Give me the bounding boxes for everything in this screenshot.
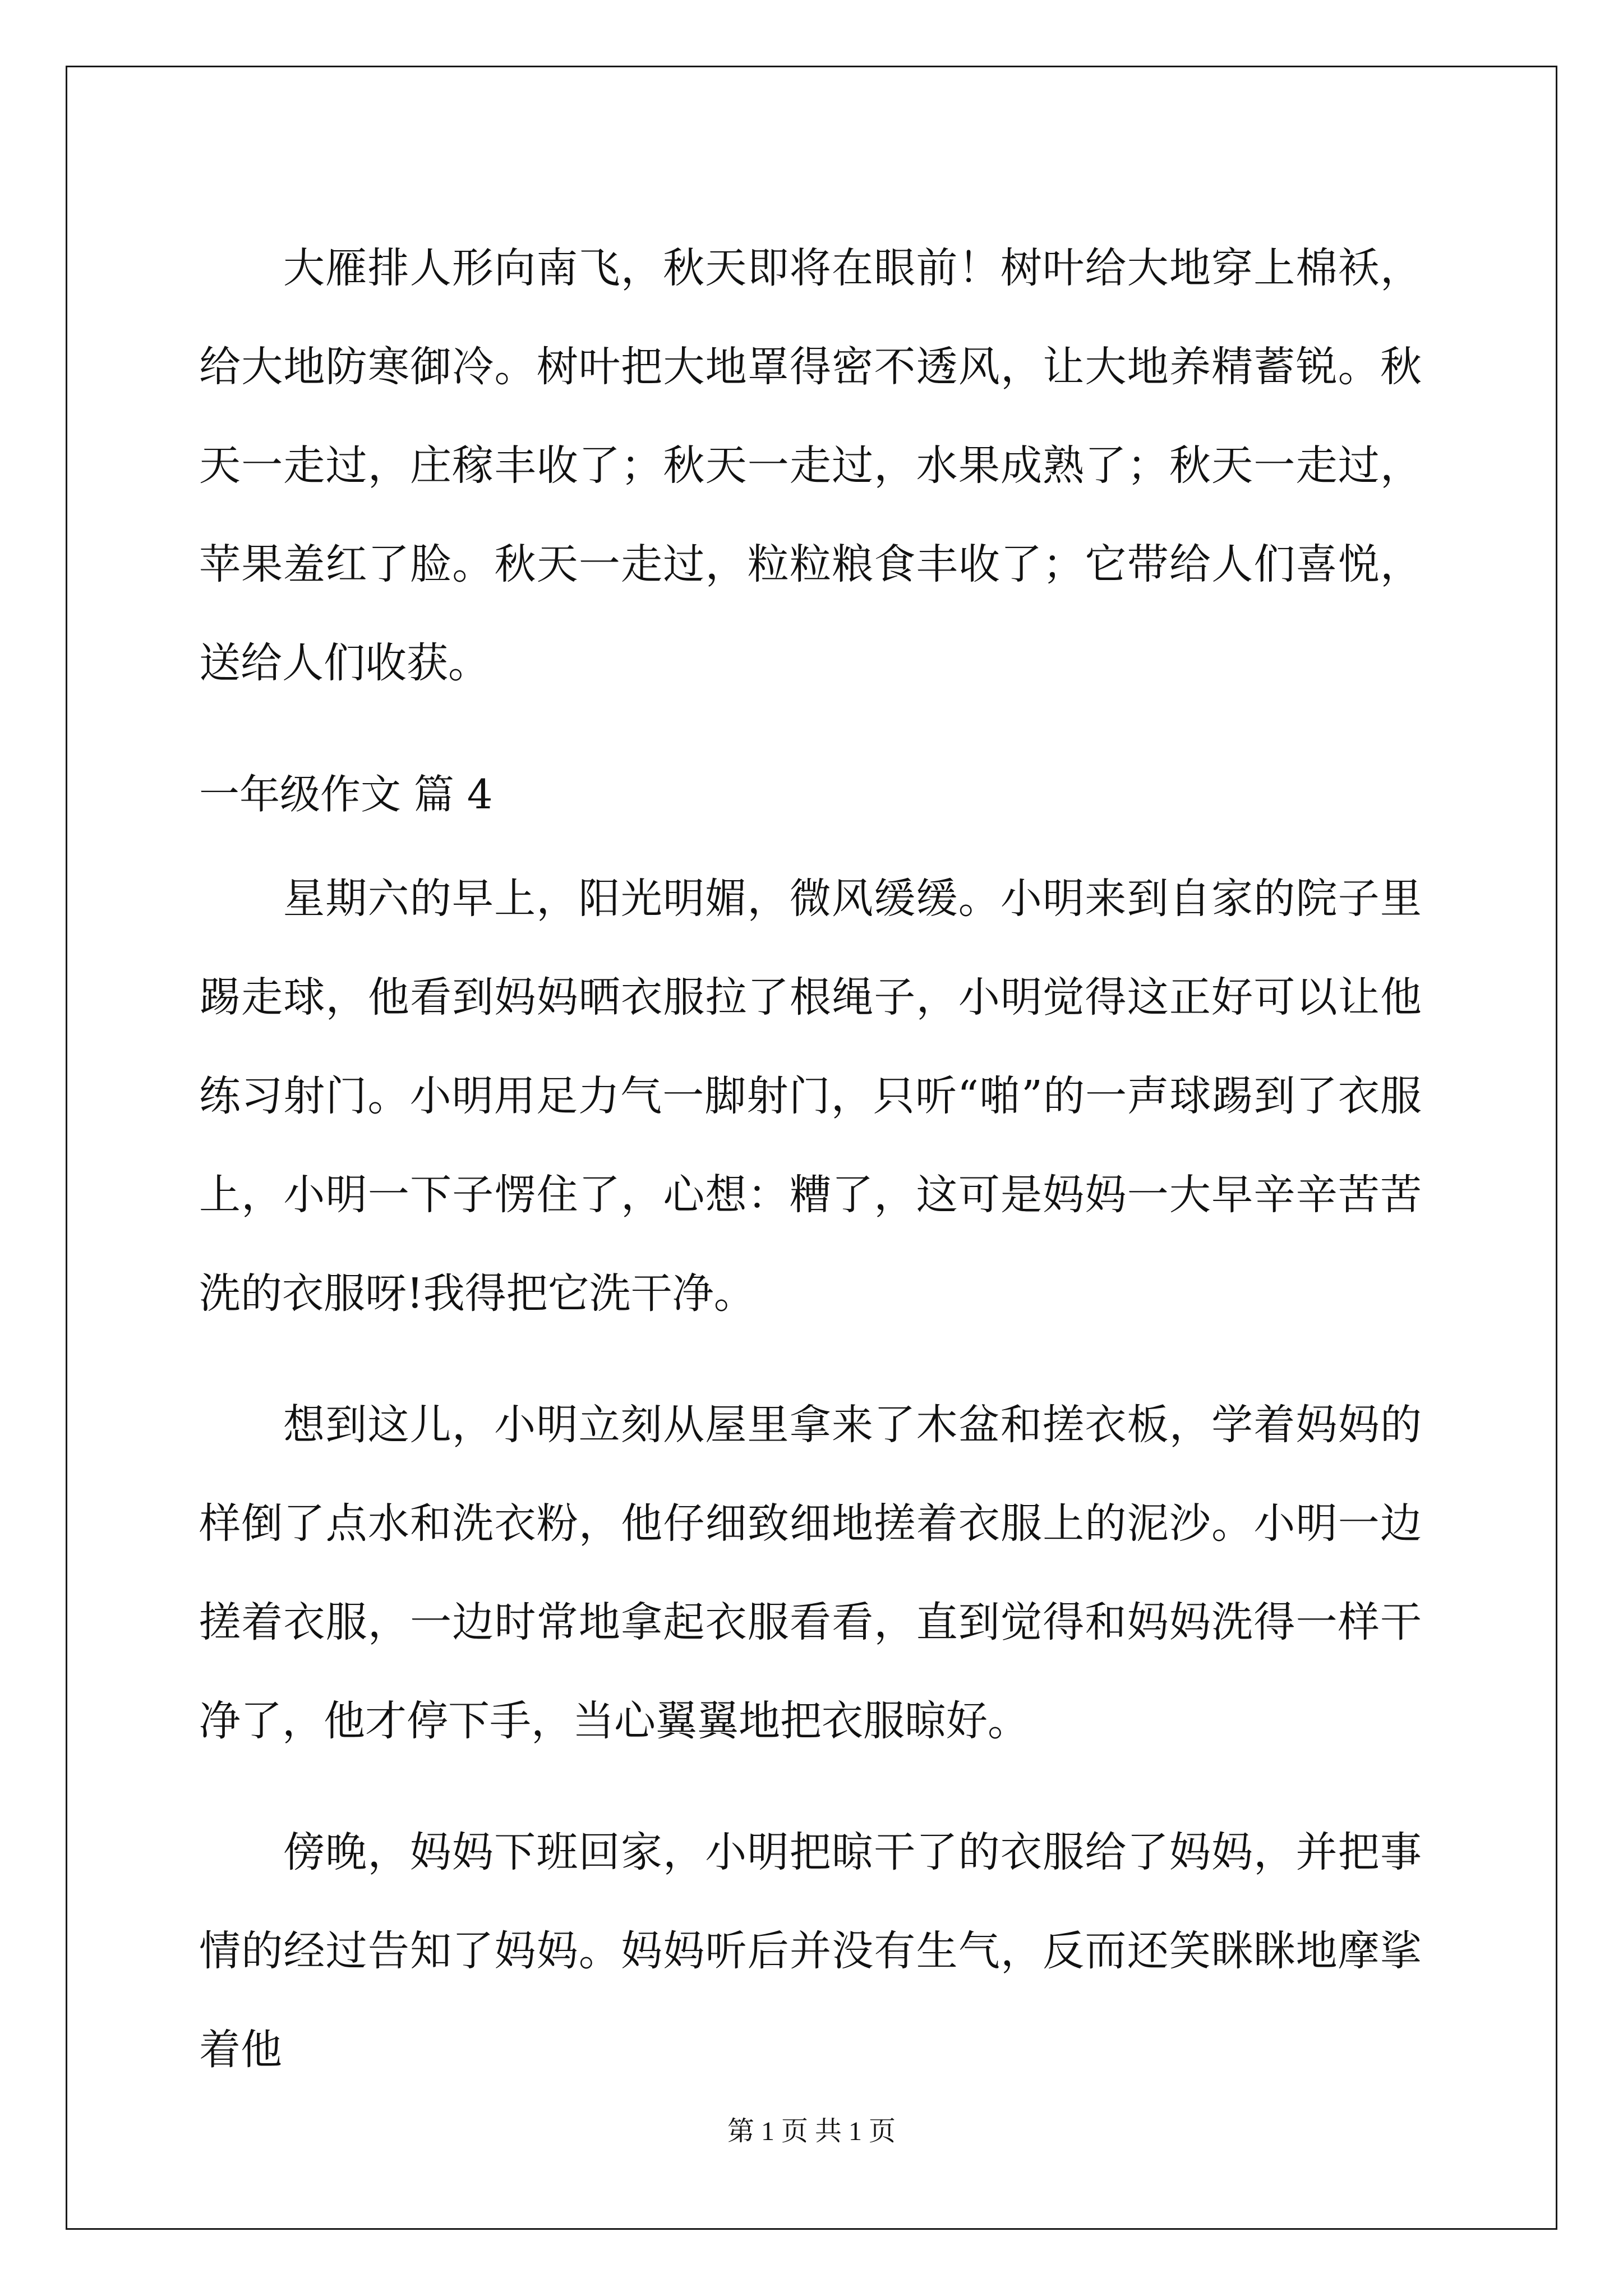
- paragraph: 想到这儿，小明立刻从屋里拿来了木盆和搓衣板，学着妈妈的样倒了点水和洗衣粉，他仔细致细地搓着衣服上的泥沙。小明一边搓着衣服，一边时常地拿起衣服看看，直到觉得和妈妈洗得一样干净了，他才停下手，当心翼翼地把衣服晾好。: [199, 1401, 1422, 1745]
- document-body: [199, 219, 1422, 2132]
- page-footer: 第 1 页 共 1 页: [727, 2116, 896, 2146]
- section-heading: 一年级作文 篇 4: [199, 771, 493, 818]
- paragraph: 大雁排人形向南飞，秋天即将在眼前！树叶给大地穿上棉袄，给大地防寒御冷。树叶把大地罩得密不透风，让大地养精蓄锐。秋天一走过，庄稼丰收了；秋天一走过，水果成熟了；秋天一走过，苹果羞红了脸。秋天一走过，粒粒粮食丰收了；它带给人们喜悦，送给人们收获。: [199, 244, 1422, 687]
- paragraph: 傍晚，妈妈下班回家，小明把晾干了的衣服给了妈妈，并把事情的经过告知了妈妈。妈妈听后并没有生气，反而还笑眯眯地摩挲着他: [199, 1828, 1422, 2074]
- paragraph: 星期六的早上，阳光明媚，微风缓缓。小明来到自家的院子里踢走球，他看到妈妈晒衣服拉了根绳子，小明觉得这正好可以让他练习射门。小明用足力气一脚射门，只听“啪”的一声球踢到了衣服上，小明一下子愣住了，心想：糟了，这可是妈妈一大早辛辛苦苦洗的衣服呀!我得把它洗干净。: [199, 875, 1422, 1318]
